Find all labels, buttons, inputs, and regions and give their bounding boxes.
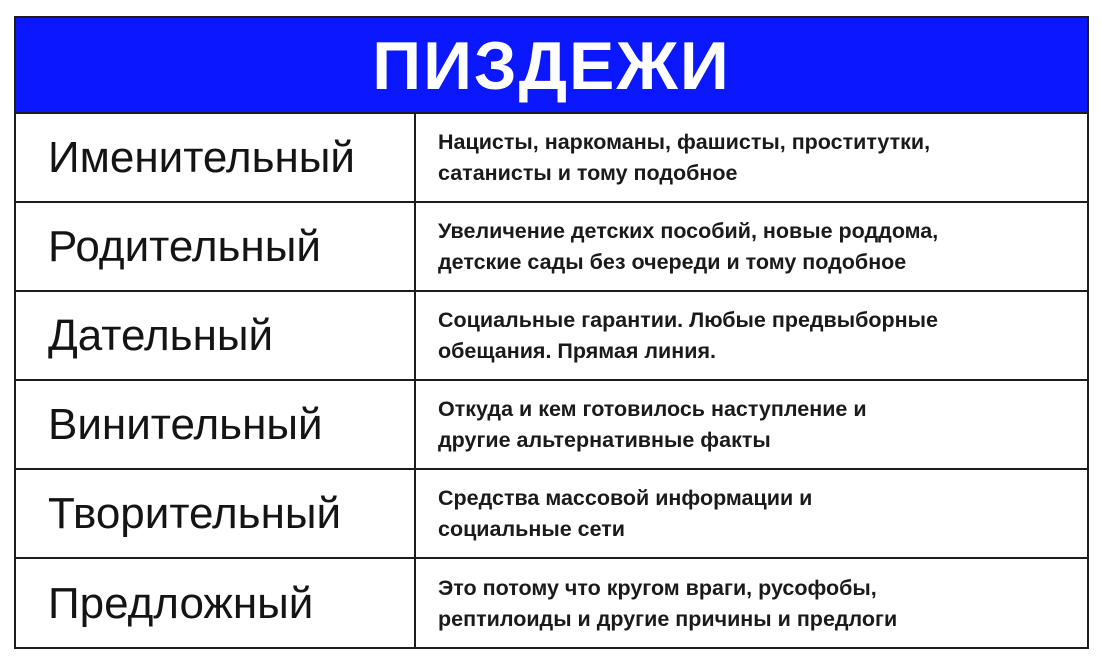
case-description-cell: Увеличение детских пособий, новые роддома, детские сады без очереди и тому подобное bbox=[438, 218, 939, 274]
table-row bbox=[16, 203, 1087, 292]
case-name-cell: Дательный bbox=[16, 292, 416, 379]
table-row bbox=[16, 559, 1087, 648]
case-description-cell: Нацисты, наркоманы, фашисты, проститутки, сатанисты и тому подобное bbox=[438, 129, 931, 185]
case-description-cell: Средства массовой информации и социальные сети bbox=[438, 485, 813, 541]
case-name-cell: Винительный bbox=[16, 381, 416, 468]
table-row bbox=[16, 292, 1087, 381]
table-header bbox=[16, 18, 1087, 114]
case-name-cell: Творительный bbox=[16, 470, 416, 557]
case-name-cell: Именительный bbox=[16, 114, 416, 201]
table-row bbox=[16, 381, 1087, 470]
case-description-cell: Социальные гарантии. Любые предвыборные обещания. Прямая линия. bbox=[438, 307, 938, 363]
table-row bbox=[16, 470, 1087, 559]
case-name-cell: Предложный bbox=[16, 559, 416, 648]
page-title: ПИЗДЕЖИ bbox=[372, 28, 731, 104]
case-description-cell: Откуда и кем готовилось наступление и другие альтернативные факты bbox=[438, 396, 867, 452]
case-description-cell: Это потому что кругом враги, русофобы, рептилоиды и другие причины и предлоги bbox=[438, 575, 898, 631]
declension-table bbox=[14, 16, 1089, 649]
table-body bbox=[16, 114, 1087, 648]
case-name-cell: Родительный bbox=[16, 203, 416, 290]
table-row bbox=[16, 114, 1087, 203]
